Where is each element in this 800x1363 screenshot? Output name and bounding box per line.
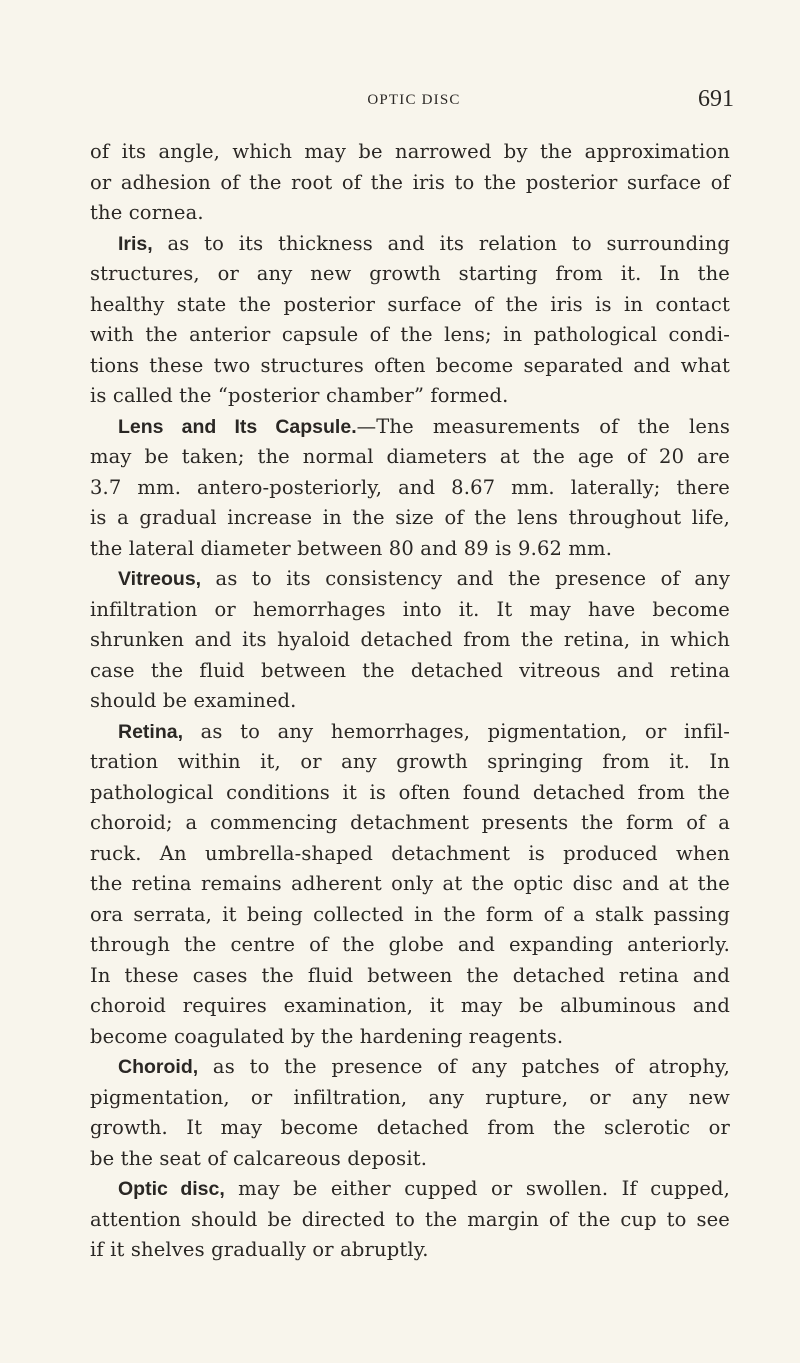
text-line: the retina remains adherent only at the optic disc and at the [90,872,730,895]
section-heading-choroid: Choroid, [118,1056,199,1078]
paragraph-iris [90,229,730,412]
text-line: ora serrata, it being collected in the form of a stalk passing [90,902,730,926]
text-line: growth. It may become detached from the sclerotic or [90,1116,730,1139]
text-line: be the seat of calcareous deposit. [90,1146,428,1170]
page-number: 691 [698,86,734,112]
text-line: tions these two structures often become separated and what [90,353,730,377]
section-heading-retina: Retina, [118,720,184,743]
section-heading-iris: Iris, [118,232,153,255]
section-heading-vitreous: Vitreous, [118,568,202,590]
paragraph-vitreous [90,564,730,717]
paragraph-retina [90,717,730,1053]
text-run: as to the presence of any patches of atrophy, [198,1055,730,1078]
text-line: choroid requires examination, it may be albuminous and [90,994,730,1017]
text-line [90,1174,730,1205]
paragraph-intro [90,137,730,229]
text-run: may be either cupped or swollen. If cupped, [224,1177,730,1200]
text-run: as to its consistency and the presence of any [201,567,730,590]
text-line [90,717,730,748]
text-line [90,229,730,260]
text-line: or adhesion of the root of the iris to the posterior surface of [90,170,730,194]
text-run: —The measurements of the lens [356,414,730,438]
text-run: as to any hemorrhages, pigmentation, or infil- [183,719,730,743]
text-line: may be taken; the normal diameters at the age of 20 are [90,445,730,468]
text-line: structures, or any new growth starting from it. In the [90,262,730,285]
paragraph-optic-disc [90,1174,730,1266]
running-title: OPTIC DISC [367,92,461,108]
text-line: is a gradual increase in the size of the lens throughout life, [90,506,730,529]
text-line: through the centre of the globe and expanding anteriorly. [90,933,730,956]
text-line: shrunken and its hyaloid detached from the retina, in which [90,628,730,651]
text-line: should be examined. [90,689,297,712]
text-line: the cornea. [90,201,204,224]
text-line: if it shelves gradually or abruptly. [90,1238,429,1261]
text-line: 3.7 mm. antero-posteriorly, and 8.67 mm. laterally; there [90,475,730,499]
text-line: with the anterior capsule of the lens; in pathological condi- [90,323,730,346]
paragraph-lens [90,412,730,565]
text-line [90,412,730,443]
text-line: is called the “posterior chamber” formed. [90,384,509,407]
section-heading-lens: Lens and Its Capsule. [118,415,357,438]
text-line: pigmentation, or infiltration, any rupture, or any new [90,1085,730,1109]
text-line: become coagulated by the hardening reagents. [90,1024,564,1048]
text-run: as to its thickness and its relation to surrounding [152,231,730,255]
text-line: tration within it, or any growth springing from it. In [90,750,730,773]
text-line: ruck. An umbrella-shaped detachment is produced when [90,841,730,865]
text-line: healthy state the posterior surface of the iris is in contact [90,292,730,316]
text-line: infiltration or hemorrhages into it. It may have become [90,597,730,621]
text-line: the lateral diameter between 80 and 89 is 9.62 mm. [90,536,613,560]
text-line [90,564,730,595]
text-line: choroid; a commencing detachment presents the form of a [90,811,730,834]
section-heading-optic-disc: Optic disc, [118,1178,225,1200]
running-header [94,86,734,120]
text-line: pathological conditions it is often found detached from the [90,780,730,804]
text-line: In these cases the fluid between the detached retina and [90,963,730,987]
text-line: case the fluid between the detached vitreous and retina [90,658,730,682]
text-line [90,1052,730,1083]
text-line: attention should be directed to the margin of the cup to see [90,1207,730,1231]
paragraph-choroid [90,1052,730,1174]
body-text [90,137,730,1266]
text-line: of its angle, which may be narrowed by the approximation [90,140,730,163]
